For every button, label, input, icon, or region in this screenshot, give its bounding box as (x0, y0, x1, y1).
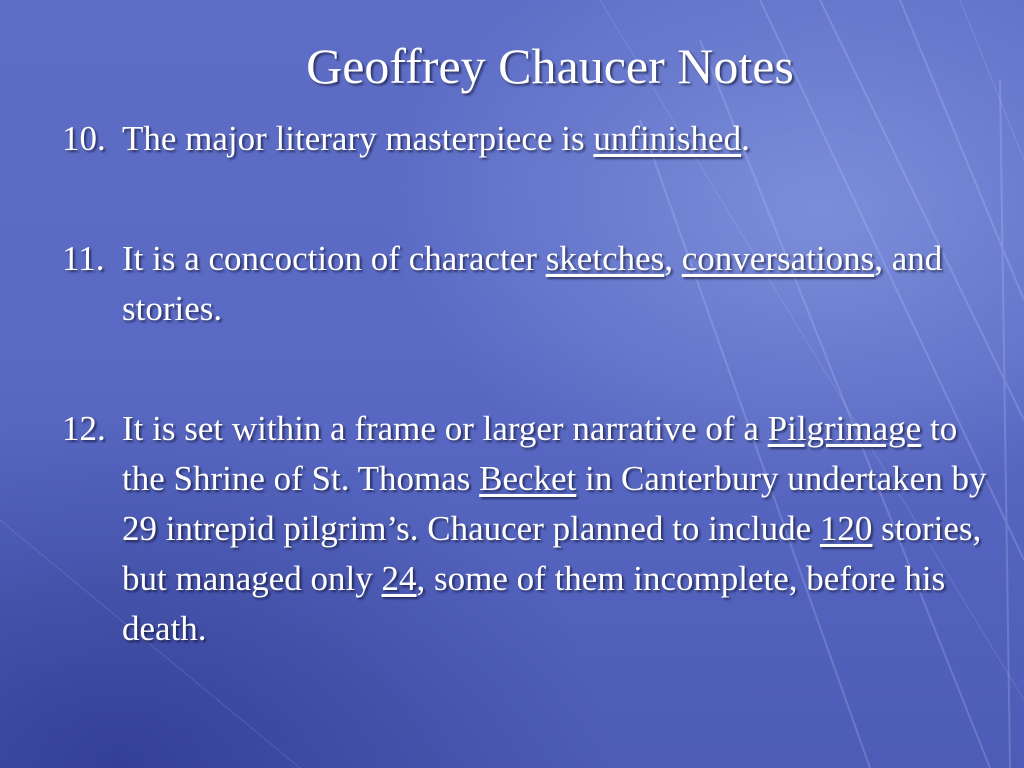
underlined-term: unfinished (593, 119, 742, 158)
list-item (62, 234, 992, 334)
item-number: 10. (62, 119, 106, 158)
underlined-term: sketches (545, 239, 665, 278)
item-text (122, 234, 992, 334)
slide-title: Geoffrey Chaucer Notes (306, 38, 794, 94)
item-text-part: . (741, 119, 750, 158)
item-text-part: The major literary masterpiece is (122, 119, 585, 158)
item-number: 11. (62, 239, 105, 278)
list-item (62, 404, 992, 654)
item-text-part: in Canterbury undertaken by 29 intrepid pilgrim’s. Chaucer planned to include (122, 459, 987, 548)
underlined-term: 120 (819, 509, 873, 548)
item-number: 12. (62, 409, 106, 448)
item-text-part: , (664, 239, 674, 278)
underlined-term: 24 (381, 559, 417, 598)
item-text-part: to the Shrine of St. Thomas (122, 409, 958, 498)
item-text-part: , some of them incomplete, before his death. (122, 559, 946, 648)
item-text (122, 114, 992, 164)
item-text-part: , and stories. (122, 239, 943, 328)
item-text-part: It is set within a frame or larger narrative of a (122, 409, 759, 448)
underlined-term: conversations (681, 239, 875, 278)
list-item (62, 114, 992, 164)
slide-body (62, 114, 992, 654)
underlined-term: Becket (479, 459, 577, 498)
item-text-part: It is a concoction of character (122, 239, 537, 278)
item-text-part: stories, but managed only (122, 509, 982, 598)
item-text (122, 404, 992, 654)
underlined-term: Pilgrimage (767, 409, 922, 448)
